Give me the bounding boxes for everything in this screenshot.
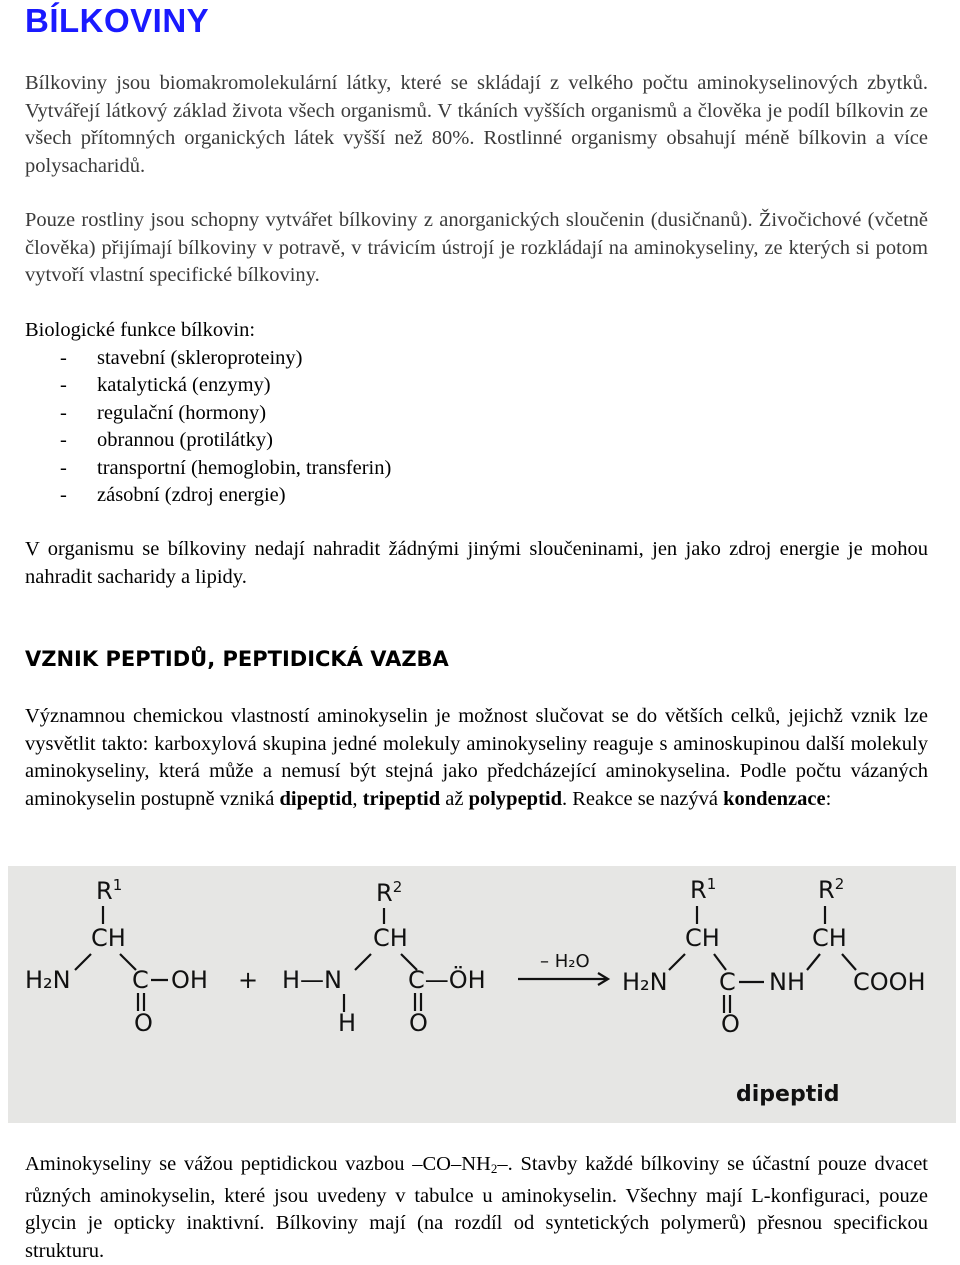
peptide-az: až (440, 787, 469, 810)
closing-text: Aminokyseliny se vážou peptidickou vazbou –CO–NH (25, 1153, 491, 1175)
h2n-label: H₂N (25, 966, 71, 994)
list-item (25, 400, 391, 428)
bond-line (842, 954, 856, 970)
cooh-label: COOH (853, 968, 926, 996)
list-dash: - (60, 456, 67, 479)
bond-line (75, 954, 91, 970)
ch-label: CH (373, 924, 408, 952)
functions-list (25, 317, 391, 510)
r1-label: $R^1$ (96, 876, 123, 905)
intro-paragraph: Bílkoviny jsou biomakromolekulární látky, které se skládají z velkého počtu aminokyselinových zbytků. Vytvářejí látkový základ života všech organismů. V tkáních vyšších organismů a člověka je podíl bílkovin ze všech přítomných organických látek vyšší než 80%. Rostlinné organismy obsahují méně bílkovin a více polysacharidů. (25, 72, 928, 177)
o-label: O (134, 1009, 153, 1037)
term-polypeptid: polypeptid (468, 787, 562, 810)
list-dash: - (60, 484, 67, 506)
bond-line (669, 954, 685, 970)
functions-title: Biologické funkce bílkovin: (25, 319, 256, 341)
list-item-text: regulační (hormony) (97, 401, 267, 424)
page-title: BÍLKOVINY (25, 2, 210, 39)
plus-sign: + (238, 966, 259, 994)
peptide-paragraph (25, 703, 928, 813)
peptide-end: : (825, 787, 832, 810)
list-item-text: katalytická (enzymy) (97, 374, 271, 396)
list-item (25, 482, 391, 510)
c-label: C (132, 966, 149, 994)
nh-label: NH (769, 968, 805, 996)
c-label: C (719, 968, 736, 996)
peptide-middle: . Reakce se nazývá (562, 787, 724, 810)
energy-paragraph: V organismu se bílkoviny nedají nahradit žádnými jinými sloučeninami, jen jako zdroj energie je mohou nahradit sacharidy a lipidy. (25, 538, 928, 588)
h2n-label: H₂N (622, 968, 668, 996)
bond-line (807, 954, 820, 970)
r2-label: $R^2$ (376, 878, 403, 907)
list-item (25, 455, 391, 483)
list-dash: - (60, 401, 67, 424)
o-label: O (409, 1009, 428, 1037)
list-dash: - (60, 374, 67, 396)
list-item (25, 372, 391, 400)
list-item-text: zásobní (zdroj energie) (97, 484, 286, 506)
ch-label: CH (685, 924, 720, 952)
condensation-reaction-figure (8, 866, 956, 1123)
plants-paragraph: Pouze rostliny jsou schopny vytvářet bílkoviny z anorganických sloučenin (dusičnanů). Živočichové (včetně člověka) přijímají bílkoviny v potravě, v trávicím ústrojí je rozkládají na aminokyseliny, ze kterých si potom vytvoří vlastní specifické bílkoviny. (25, 209, 928, 286)
r1-label: $R^1$ (690, 875, 717, 904)
list-item-text: transportní (hemoglobin, transferin) (97, 456, 392, 479)
ch-label: CH (812, 924, 847, 952)
ch-label: CH (91, 924, 126, 952)
c-oh-label: C—ÖH (408, 966, 486, 994)
h-label: H (338, 1009, 357, 1037)
subscript: 2 (490, 1161, 498, 1176)
term-kondenzace: kondenzace (723, 787, 826, 810)
r2-label: $R^2$ (818, 875, 845, 904)
closing-paragraph (25, 1151, 928, 1265)
h-n-label: H—N (282, 966, 342, 994)
list-dash: - (60, 429, 67, 451)
list-item-text: stavební (skleroproteiny) (97, 346, 303, 369)
bond-line (120, 954, 136, 970)
section-title-peptides: VZNIK PEPTIDŮ, PEPTIDICKÁ VAZBA (25, 647, 449, 671)
peptide-text: Významnou chemickou vlastností aminokyselin je možnost slučovat se do větších celků, jejichž vznik lze vysvětlit takto: karboxylová skupina jedné molekuly aminokyseliny reaguje s aminoskupinou další molekuly aminokyseliny, která může a nemusí být stejná jako předcházející aminokyselina. Podle počtu vázaných aminokyselin postupně vzniká (25, 705, 928, 810)
term-tripeptid: tripeptid (362, 787, 441, 810)
list-item (25, 345, 391, 373)
minus-water-label: – H₂O (540, 951, 590, 972)
term-dipeptid: dipeptid (279, 787, 353, 810)
oh-label: OH (171, 966, 208, 994)
reaction-diagram (8, 866, 956, 1123)
list-item (25, 427, 391, 455)
list-item-text: obrannou (protilátky) (97, 429, 273, 451)
o-label: O (721, 1010, 740, 1038)
bond-line (355, 954, 371, 970)
peptide-comma: , (352, 787, 363, 810)
list-dash: - (60, 346, 67, 369)
dipeptid-caption: dipeptid (736, 1082, 840, 1107)
closing-text-rest: –. Stavby každé bílkoviny se účastní pouze dvacet různých aminokyselin, které jsou uvedeny v tabulce u aminokyselin. Všechny mají L-konfiguraci, pouze glycin je opticky inaktivní. Bílkoviny mají (na rozdíl od syntetických polymerů) přesnou specifickou strukturu. (25, 1153, 928, 1262)
